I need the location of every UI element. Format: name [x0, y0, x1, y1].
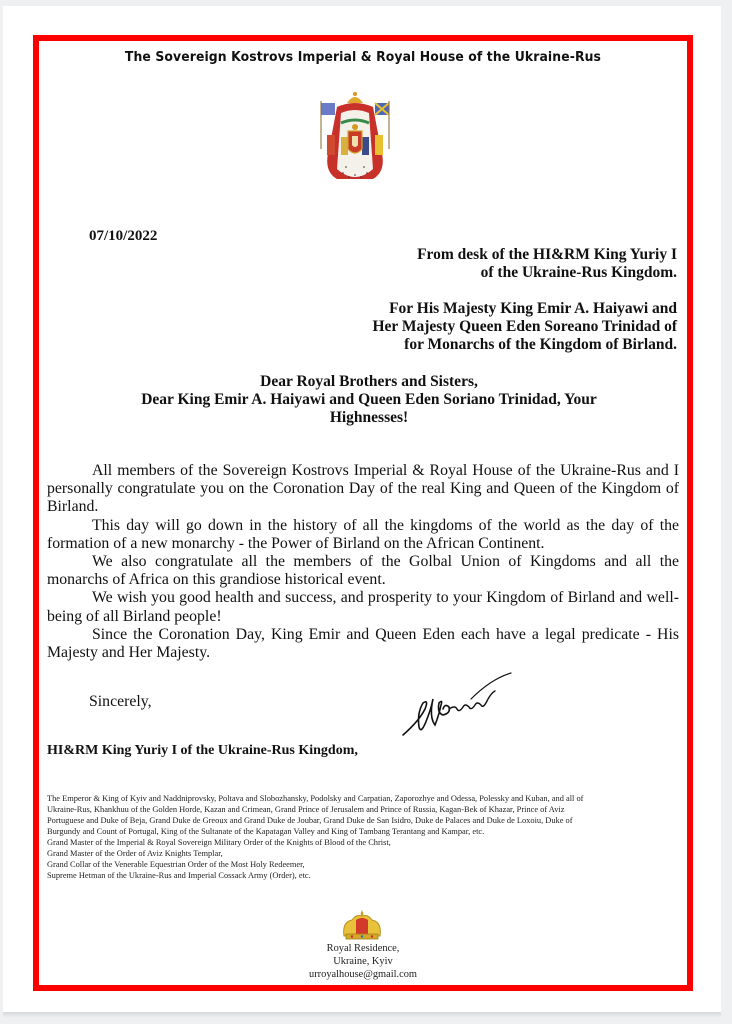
sender-line: of the Ukraine-Rus Kingdom. [480, 264, 677, 281]
letterhead-title: The Sovereign Kostrovs Imperial & Royal House of the Ukraine-Rus [124, 49, 602, 65]
body-paragraph: This day will go down in the history of all the kingdoms of the world as the day of the formation of a new monarchy - the Power of Birland on the African Continent. [47, 516, 679, 552]
title-line: Supreme Hetman of the Ukraine-Rus and Imperial Cossack Army (Order), etc. [47, 871, 311, 880]
crown-icon [340, 910, 384, 942]
title-line: Grand Master of the Imperial & Royal Sovereign Military Order of the Knights of Blood of the Christ, [47, 838, 391, 847]
signer-titles [47, 793, 687, 881]
body-paragraph: All members of the Sovereign Kostrovs Imperial & Royal House of the Ukraine-Rus and I personally congratulate you on the Coronation Day of the real King and Queen of the Kingdom of Birland. [47, 462, 679, 516]
title-line: Grand Master of the Order of Aviz Knights Templar, [47, 849, 223, 858]
title-line: Burgundy and Count of Portugal, King of the Sultanate of the Kapatagan Valley and King of Tambang Terantang and Kampar, etc. [47, 827, 485, 836]
letter-frame [33, 35, 693, 991]
title-line: Ukraine-Rus, Khankhuu of the Golden Horde, Kazan and Crimean, Grand Prince of Jerusalem and Prince of Russia, Kagan-Bek of Khazar, Prince of Aviz [47, 805, 565, 814]
recipient-line: for Monarchs of the Kingdom of Birland. [404, 336, 677, 353]
signature-image [399, 669, 514, 741]
sender-block [417, 246, 677, 282]
salutation [59, 373, 679, 427]
closing: Sincerely, [89, 693, 152, 710]
title-line: Grand Collar of the Venerable Equestrian Order of the Most Holy Redeemer, [47, 860, 305, 869]
footer-line: Ukraine, Kyiv [333, 956, 393, 967]
body-paragraph: Since the Coronation Day, King Emir and Queen Eden each have a legal predicate - His Majesty and Her Majesty. [47, 625, 679, 662]
title-line: Portuguese and Duke of Beja, Grand Duke de Greoux and Grand Duke de Joubar, Grand Duke de San Isidro, Duke de Palaces and Duke de Loxoiu, Duke of [47, 816, 573, 825]
body-paragraph: We also congratulate all the members of the Golbal Union of Kingdoms and all the monarchs of Africa on this grandiose historical event. [47, 553, 679, 589]
salutation-line: Highnesses! [329, 409, 409, 426]
recipient-block [372, 300, 677, 354]
footer-line: Royal Residence, [326, 943, 400, 954]
footer-email[interactable]: urroyalhouse@gmail.com [309, 969, 417, 980]
letter-body [47, 462, 679, 662]
body-paragraph: We wish you good health and success, and prosperity to your Kingdom of Birland and well-being of all Birland people! [47, 589, 679, 625]
sender-line: From desk of the HI&RM King Yuriy I [417, 246, 677, 263]
salutation-line: Dear Royal Brothers and Sisters, [260, 373, 478, 390]
recipient-line: For His Majesty King Emir A. Haiyawi and [389, 300, 677, 317]
title-line: The Emperor & King of Kyiv and Naddniprovsky, Poltava and Slobozhansky, Podolsky and Carpatian, Zaporozhye and Odessa, Polessky and Kuban, and all of [47, 794, 584, 803]
page-shadow [3, 1012, 721, 1018]
signer-name: HI&RM King Yuriy I of the Ukraine-Rus Kingdom, [47, 743, 358, 758]
salutation-line: Dear King Emir A. Haiyawi and Queen Eden Soriano Trinidad, Your [141, 391, 597, 408]
footer-address [39, 942, 687, 981]
coat-of-arms-icon [315, 89, 395, 189]
letter-date: 07/10/2022 [89, 228, 158, 244]
recipient-line: Her Majesty Queen Eden Soreano Trinidad of [372, 318, 677, 335]
